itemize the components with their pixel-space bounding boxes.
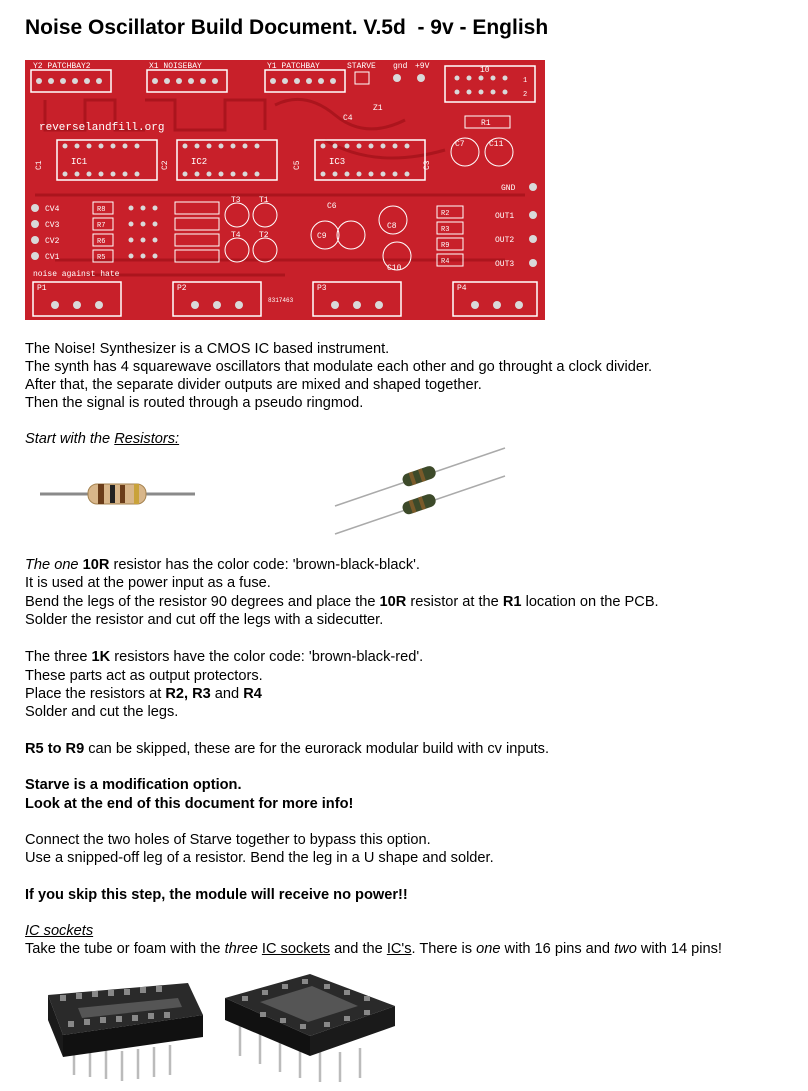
svg-text:noise against hate: noise against hate	[33, 270, 120, 279]
svg-text:Z1: Z1	[373, 104, 383, 113]
starve-line-2: Look at the end of this document for more info!	[25, 796, 354, 812]
svg-text:R2: R2	[441, 210, 450, 218]
svg-text:CV1: CV1	[45, 253, 60, 262]
page-title: Noise Oscillator Build Document. V.5d - 9v - English	[25, 16, 549, 39]
starve-warning: If you skip this step, the module will receive no power!!	[25, 887, 408, 903]
svg-text:1: 1	[523, 77, 528, 85]
svg-text:OUT1: OUT1	[495, 212, 515, 221]
svg-text:T4: T4	[231, 231, 241, 240]
svg-text:C1: C1	[35, 160, 44, 170]
pcb-brand: reverselandfill.org	[39, 122, 165, 134]
ic-heading: IC sockets	[25, 923, 94, 939]
svg-text:P2: P2	[177, 284, 187, 293]
svg-text:R1: R1	[481, 119, 491, 128]
r1-line-2: It is used at the power input as a fuse.	[25, 575, 271, 591]
svg-text:C10: C10	[387, 264, 402, 273]
svg-text:CV4: CV4	[45, 205, 60, 214]
svg-text:OUT2: OUT2	[495, 236, 515, 245]
svg-text:T2: T2	[259, 231, 269, 240]
k-line-3: Place the resistors at R2, R3 and R4	[25, 686, 262, 702]
intro-line-3: After that, the separate divider outputs are mixed and shaped together.	[25, 377, 482, 393]
svg-text:OUT3: OUT3	[495, 260, 515, 269]
ic-socket-photo-1	[38, 975, 208, 1085]
r1-line-3: Bend the legs of the resistor 90 degrees and place the 10R resistor at the R1 location on the PCB.	[25, 594, 659, 610]
svg-text:R3: R3	[441, 226, 450, 234]
r1-line-1: The one 10R resistor has the color code: 'brown-black-black'.	[25, 557, 420, 573]
resistors-heading: Start with the Resistors:	[25, 431, 180, 447]
svg-text:10: 10	[480, 66, 490, 75]
svg-text:IC3: IC3	[329, 157, 346, 167]
svg-text:R4: R4	[441, 258, 450, 266]
resistor-photo-1	[40, 474, 200, 514]
svg-text:CV3: CV3	[45, 221, 60, 230]
starve-line-4: Use a snipped-off leg of a resistor. Bend the leg in a U shape and solder.	[25, 850, 494, 866]
svg-text:C6: C6	[327, 202, 337, 211]
resistor-photo-2	[330, 446, 510, 541]
svg-text:2: 2	[523, 91, 528, 99]
svg-text:Y2 PATCHBAY2: Y2 PATCHBAY2	[33, 62, 91, 71]
intro-line-4: Then the signal is routed through a pseudo ringmod.	[25, 395, 364, 411]
k-line-1: The three 1K resistors have the color code: 'brown-black-red'.	[25, 649, 424, 665]
svg-text:P4: P4	[457, 284, 467, 293]
svg-text:C9: C9	[317, 232, 327, 241]
svg-text:C3: C3	[423, 160, 432, 170]
svg-text:P3: P3	[317, 284, 327, 293]
svg-text:R8: R8	[97, 206, 106, 214]
svg-text:C8: C8	[387, 222, 397, 231]
svg-text:C2: C2	[161, 160, 170, 170]
r1-line-4: Solder the resistor and cut off the legs with a sidecutter.	[25, 612, 384, 628]
svg-text:C7: C7	[455, 140, 465, 149]
svg-text:C5: C5	[293, 160, 302, 170]
svg-text:R6: R6	[97, 238, 106, 246]
svg-text:T3: T3	[231, 196, 241, 205]
intro-line-2: The synth has 4 squarewave oscillators that modulate each other and go throught a clock divider.	[25, 359, 653, 375]
svg-text:P1: P1	[37, 284, 47, 293]
svg-text:IC2: IC2	[191, 157, 208, 167]
svg-text:8317463: 8317463	[268, 297, 294, 304]
svg-text:+9V: +9V	[415, 62, 430, 71]
svg-text:C11: C11	[489, 140, 504, 149]
svg-text:T1: T1	[259, 196, 269, 205]
intro-line-1: The Noise! Synthesizer is a CMOS IC based instrument.	[25, 341, 390, 357]
pcb-image	[25, 60, 545, 320]
svg-text:gnd: gnd	[393, 62, 408, 71]
svg-text:R9: R9	[441, 242, 450, 250]
k-line-4: Solder and cut the legs.	[25, 704, 179, 720]
svg-text:R7: R7	[97, 222, 106, 230]
k-line-2: These parts act as output protectors.	[25, 668, 263, 684]
starve-line-1: Starve is a modification option.	[25, 777, 242, 793]
svg-text:GND: GND	[501, 184, 516, 193]
svg-text:C4: C4	[343, 114, 353, 123]
svg-text:X1 NOISEBAY: X1 NOISEBAY	[149, 62, 202, 71]
svg-text:STARVE: STARVE	[347, 62, 376, 71]
ic-line: Take the tube or foam with the three IC sockets and the IC's. There is one with 16 pins and two with 14 pins!	[25, 941, 722, 957]
svg-text:R5: R5	[97, 254, 106, 262]
svg-text:CV2: CV2	[45, 237, 60, 246]
starve-line-3: Connect the two holes of Starve together to bypass this option.	[25, 832, 431, 848]
skip-line: R5 to R9 can be skipped, these are for the eurorack modular build with cv inputs.	[25, 741, 550, 757]
svg-text:IC1: IC1	[71, 157, 88, 167]
ic-socket-photo-2	[220, 968, 400, 1086]
svg-text:Y1 PATCHBAY: Y1 PATCHBAY	[267, 62, 320, 71]
